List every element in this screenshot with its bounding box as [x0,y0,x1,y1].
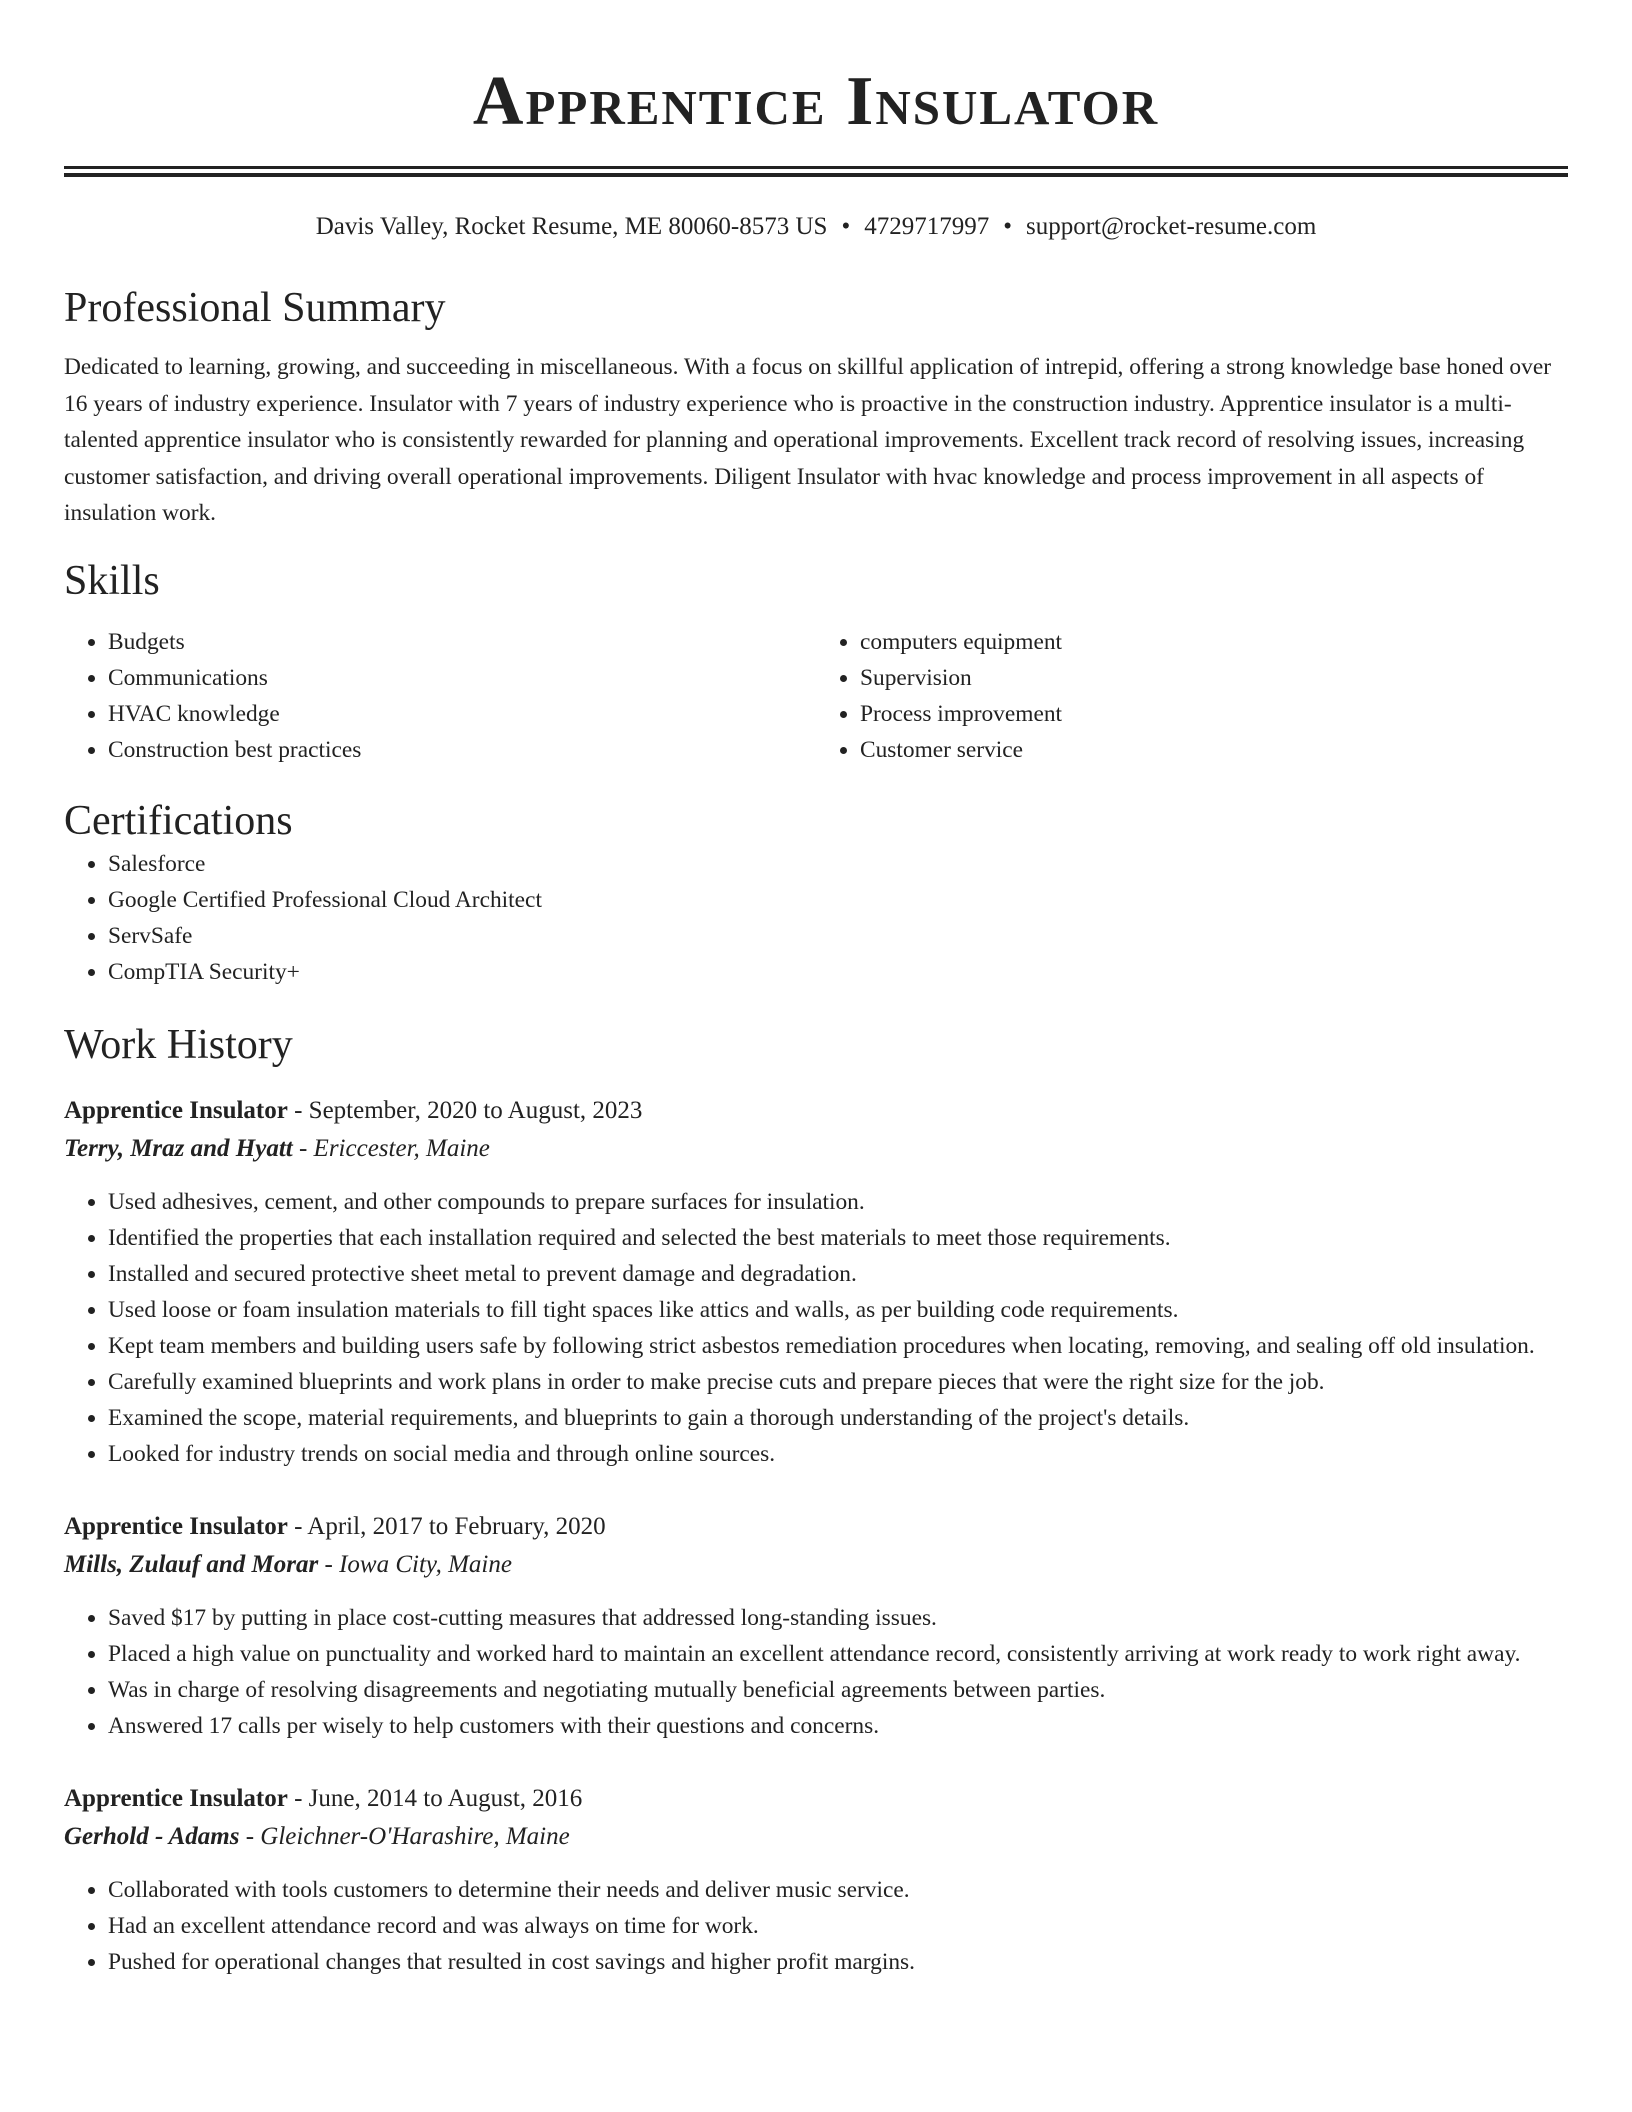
job-header [64,1508,1568,1546]
skill-item: • computers equipment [860,624,1568,660]
contact-address: Davis Valley, Rocket Resume, ME 80060-8573 US [315,213,828,240]
job-bullet: • Pushed for operational changes that resulted in cost savings and higher profit margins. [108,1944,1568,1980]
skill-item: • Supervision [860,660,1568,696]
contact-phone: 4729717997 [864,213,990,240]
skill-item: • Communications [108,660,816,696]
job-entry [64,1780,1568,1980]
job-bullet: • Kept team members and building users safe by following strict asbestos remediation procedures when locating, removing, and sealing off old insulation. [108,1328,1568,1364]
job-dates: - June, 2014 to August, 2016 [287,1784,583,1812]
job-role: Apprentice Insulator [64,1784,288,1812]
job-bullet: • Used loose or foam insulation materials to fill tight spaces like attics and walls, as per building code requirements. [108,1292,1568,1328]
skills-heading: Skills [64,557,160,604]
resume-page [64,0,1568,1980]
job-location: - Gleichner-O'Harashire, Maine [239,1822,570,1850]
skill-item: • Customer service [860,732,1568,768]
certification-item: • ServSafe [108,918,1568,954]
skills-columns [64,624,1568,768]
contact-line [64,211,1568,243]
job-employer [64,1818,1568,1856]
job-entry [64,1508,1568,1744]
job-header [64,1780,1568,1818]
job-employer [64,1130,1568,1168]
certification-item: • Salesforce [108,846,1568,882]
job-company: Gerhold - Adams [64,1822,240,1850]
job-bullets [64,1872,1568,1980]
title-divider [64,166,1568,177]
job-bullet: • Examined the scope, material requirements, and blueprints to gain a thorough understanding of the project's details. [108,1400,1568,1436]
job-bullet: • Answered 17 calls per wisely to help customers with their questions and concerns. [108,1708,1568,1744]
job-bullet: • Placed a high value on punctuality and worked hard to maintain an excellent attendance record, consistently arriving at work ready to work right away. [108,1636,1568,1672]
job-entry [64,1092,1568,1472]
contact-separator: • [1003,213,1012,240]
skill-item: • Construction best practices [108,732,816,768]
job-header [64,1092,1568,1130]
job-bullet: • Installed and secured protective sheet metal to prevent damage and degradation. [108,1256,1568,1292]
job-dates: - September, 2020 to August, 2023 [287,1096,643,1124]
skill-item: • Budgets [108,624,816,660]
job-bullet: • Carefully examined blueprints and work plans in order to make precise cuts and prepare pieces that were the right size for the job. [108,1364,1568,1400]
job-employer [64,1546,1568,1584]
work-history-heading: Work History [64,1021,293,1068]
job-bullets [64,1184,1568,1472]
job-bullet: • Was in charge of resolving disagreements and negotiating mutually beneficial agreements between parties. [108,1672,1568,1708]
job-company: Terry, Mraz and Hyatt [64,1134,293,1162]
job-dates: - April, 2017 to February, 2020 [287,1512,606,1540]
job-role: Apprentice Insulator [64,1096,288,1124]
summary-text: Dedicated to learning, growing, and succeeding in miscellaneous. With a focus on skillful application of intrepid, offering a strong knowledge base honed over 16 years of industry experience. Insulator with 7 years of industry experience who is proactive in the construction industry. Apprentice insulator is a multi-talented apprentice insulator who is consistently rewarded for planning and operational improvements. Excellent track record of resolving issues, increasing customer satisfaction, and driving overall operational improvements. Diligent Insulator with hvac knowledge and process improvement in all aspects of insulation work. [64,354,1551,526]
certifications-list [64,846,1568,990]
contact-email: support@rocket-resume.com [1026,213,1317,240]
certification-item: • CompTIA Security+ [108,954,1568,990]
job-bullet: • Looked for industry trends on social media and through online sources. [108,1436,1568,1472]
job-bullet: • Collaborated with tools customers to determine their needs and deliver music service. [108,1872,1568,1908]
certification-item: • Google Certified Professional Cloud Architect [108,882,1568,918]
job-bullet: • Saved $17 by putting in place cost-cutting measures that addressed long-standing issues. [108,1600,1568,1636]
job-location: - Iowa City, Maine [318,1550,512,1578]
skill-item: • Process improvement [860,696,1568,732]
skill-item: • HVAC knowledge [108,696,816,732]
skills-list-right [816,624,1568,768]
job-company: Mills, Zulauf and Morar [64,1550,319,1578]
job-role: Apprentice Insulator [64,1512,288,1540]
job-bullets [64,1600,1568,1744]
job-location: - Ericcester, Maine [292,1134,490,1162]
resume-title: Apprentice Insulator [472,63,1160,140]
job-bullet: • Identified the properties that each installation required and selected the best materials to meet those requirements. [108,1220,1568,1256]
skills-list-left [64,624,816,768]
certifications-heading: Certifications [64,797,293,844]
summary-heading: Professional Summary [64,285,446,331]
job-bullet: • Had an excellent attendance record and was always on time for work. [108,1908,1568,1944]
contact-separator: • [841,213,851,240]
job-bullet: • Used adhesives, cement, and other compounds to prepare surfaces for insulation. [108,1184,1568,1220]
